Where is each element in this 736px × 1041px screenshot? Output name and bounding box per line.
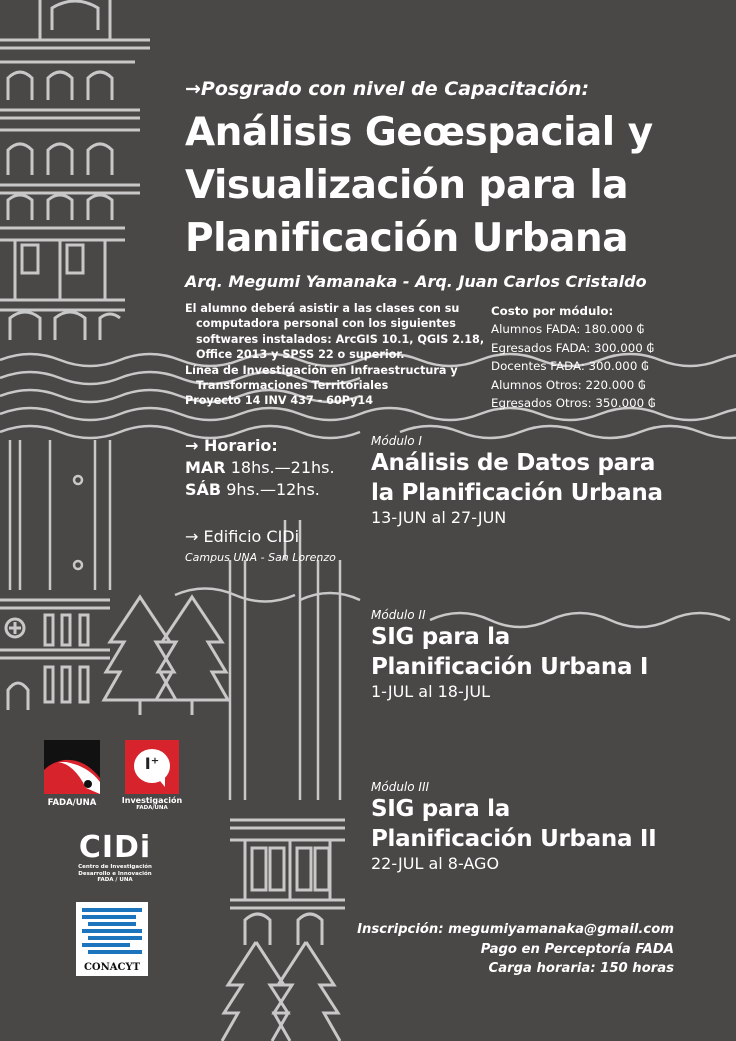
- module-title: [371, 794, 656, 854]
- requirements-line: softwares instalados: ArcGIS 10.1, QGIS 2.18,: [196, 332, 485, 346]
- investigacion-logo-text: Investigación: [121, 796, 183, 805]
- requirements-line: Office 2013 y SPSS 22 o superior.: [196, 348, 405, 362]
- module-title-line: Planificación Urbana I: [371, 654, 649, 680]
- conacyt-logo: [76, 902, 148, 976]
- module-title: [371, 622, 648, 682]
- requirements-line: Proyecto 14 INV 437 - 60Py14: [185, 394, 374, 408]
- module-card: [371, 608, 648, 701]
- building-illustration: [0, 600, 110, 710]
- investigacion-logo-sub: FADA/UNA: [136, 805, 168, 811]
- cost-item: Egresados FADA: 300.000 ₲: [491, 340, 655, 355]
- module-label: Módulo II: [371, 608, 426, 622]
- module-label: Módulo I: [371, 434, 422, 448]
- module-title-line: Análisis de Datos para: [371, 450, 656, 476]
- cidi-logo-sub: Centro de Investigación: [78, 864, 152, 870]
- module-dates: 22-JUL al 8-AGO: [371, 854, 500, 873]
- requirements-line: Línea de Investigación en Infraestructura y: [185, 363, 458, 377]
- cost-item: Egresados Otros: 350.000 ₲: [491, 396, 656, 411]
- venue: → Edificio CIDi: [185, 527, 300, 546]
- investigacion-emblem: [125, 740, 179, 794]
- title-line: Visualización para la: [185, 163, 629, 208]
- building-illustration: [0, 0, 150, 340]
- schedule-time: 9hs.—12hs.: [226, 480, 320, 499]
- investigacion-logo: [120, 740, 184, 812]
- schedule-heading: → Horario:: [185, 436, 278, 455]
- module-card: [371, 780, 656, 873]
- title-line: Planificación Urbana: [185, 216, 629, 261]
- schedule-block: [185, 435, 335, 501]
- title-line: Análisis Geœspacial y: [185, 110, 653, 155]
- module-title-line: la Planificación Urbana: [371, 480, 663, 506]
- module-label: Módulo III: [371, 780, 430, 794]
- cidi-logo: [72, 832, 158, 884]
- fada-logo-text: FADA/UNA: [47, 798, 97, 808]
- cost-heading: Costo por módulo:: [491, 304, 614, 318]
- fada-emblem: [44, 740, 100, 794]
- module-title-line: SIG para la: [371, 624, 510, 650]
- campus: Campus UNA - San Lorenzo: [185, 551, 336, 564]
- module-title-line: SIG para la: [371, 796, 510, 822]
- schedule-time: 18hs.—21hs.: [230, 458, 335, 477]
- module-dates: 1-JUL al 18-JUL: [371, 682, 490, 701]
- payment-info: Pago en Perceptoría FADA: [480, 941, 674, 957]
- conacyt-emblem: [76, 902, 148, 958]
- cost-block: [491, 302, 655, 412]
- cost-item: Docentes FADA: 300.000 ₲: [491, 359, 649, 374]
- fada-logo: [44, 740, 100, 808]
- conacyt-logo-text: CONACYT: [83, 962, 141, 973]
- cidi-logo-sub: FADA / UNA: [97, 877, 133, 883]
- requirements-line: El alumno deberá asistir a las clases con su: [185, 302, 460, 315]
- requirements-block: [185, 301, 485, 409]
- course-title: [185, 106, 653, 265]
- investigacion-mark: I⁺: [144, 754, 160, 773]
- requirements-line: Transformaciones Territoriales: [196, 379, 389, 393]
- cidi-logo-sub: Desarrollo e Innovación: [78, 870, 152, 877]
- schedule-row: [185, 479, 335, 501]
- requirements-line: computadora personal con los siguientes: [196, 317, 456, 331]
- schedule-row: [185, 457, 335, 479]
- schedule-day: SÁB: [185, 480, 222, 499]
- registration-email: Inscripción: megumiyamanaka@gmail.com: [357, 922, 674, 937]
- registration-info: [357, 920, 674, 979]
- module-dates: 13-JUN al 27-JUN: [371, 508, 507, 527]
- module-card: [371, 434, 663, 527]
- course-hours: Carga horaria: 150 horas: [488, 961, 674, 976]
- authors: Arq. Megumi Yamanaka - Arq. Juan Carlos Cristaldo: [185, 272, 647, 291]
- cost-item: Alumnos Otros: 220.000 ₲: [491, 377, 646, 392]
- module-title: [371, 448, 663, 508]
- building-illustration: [230, 820, 345, 945]
- course-type-subtitle: →Posgrado con nivel de Capacitación:: [185, 78, 590, 100]
- cost-item: Alumnos FADA: 180.000 ₲: [491, 322, 645, 337]
- schedule-day: MAR: [185, 458, 226, 477]
- cidi-logo-text: CIDi: [78, 830, 152, 865]
- module-title-line: Planificación Urbana II: [371, 826, 657, 852]
